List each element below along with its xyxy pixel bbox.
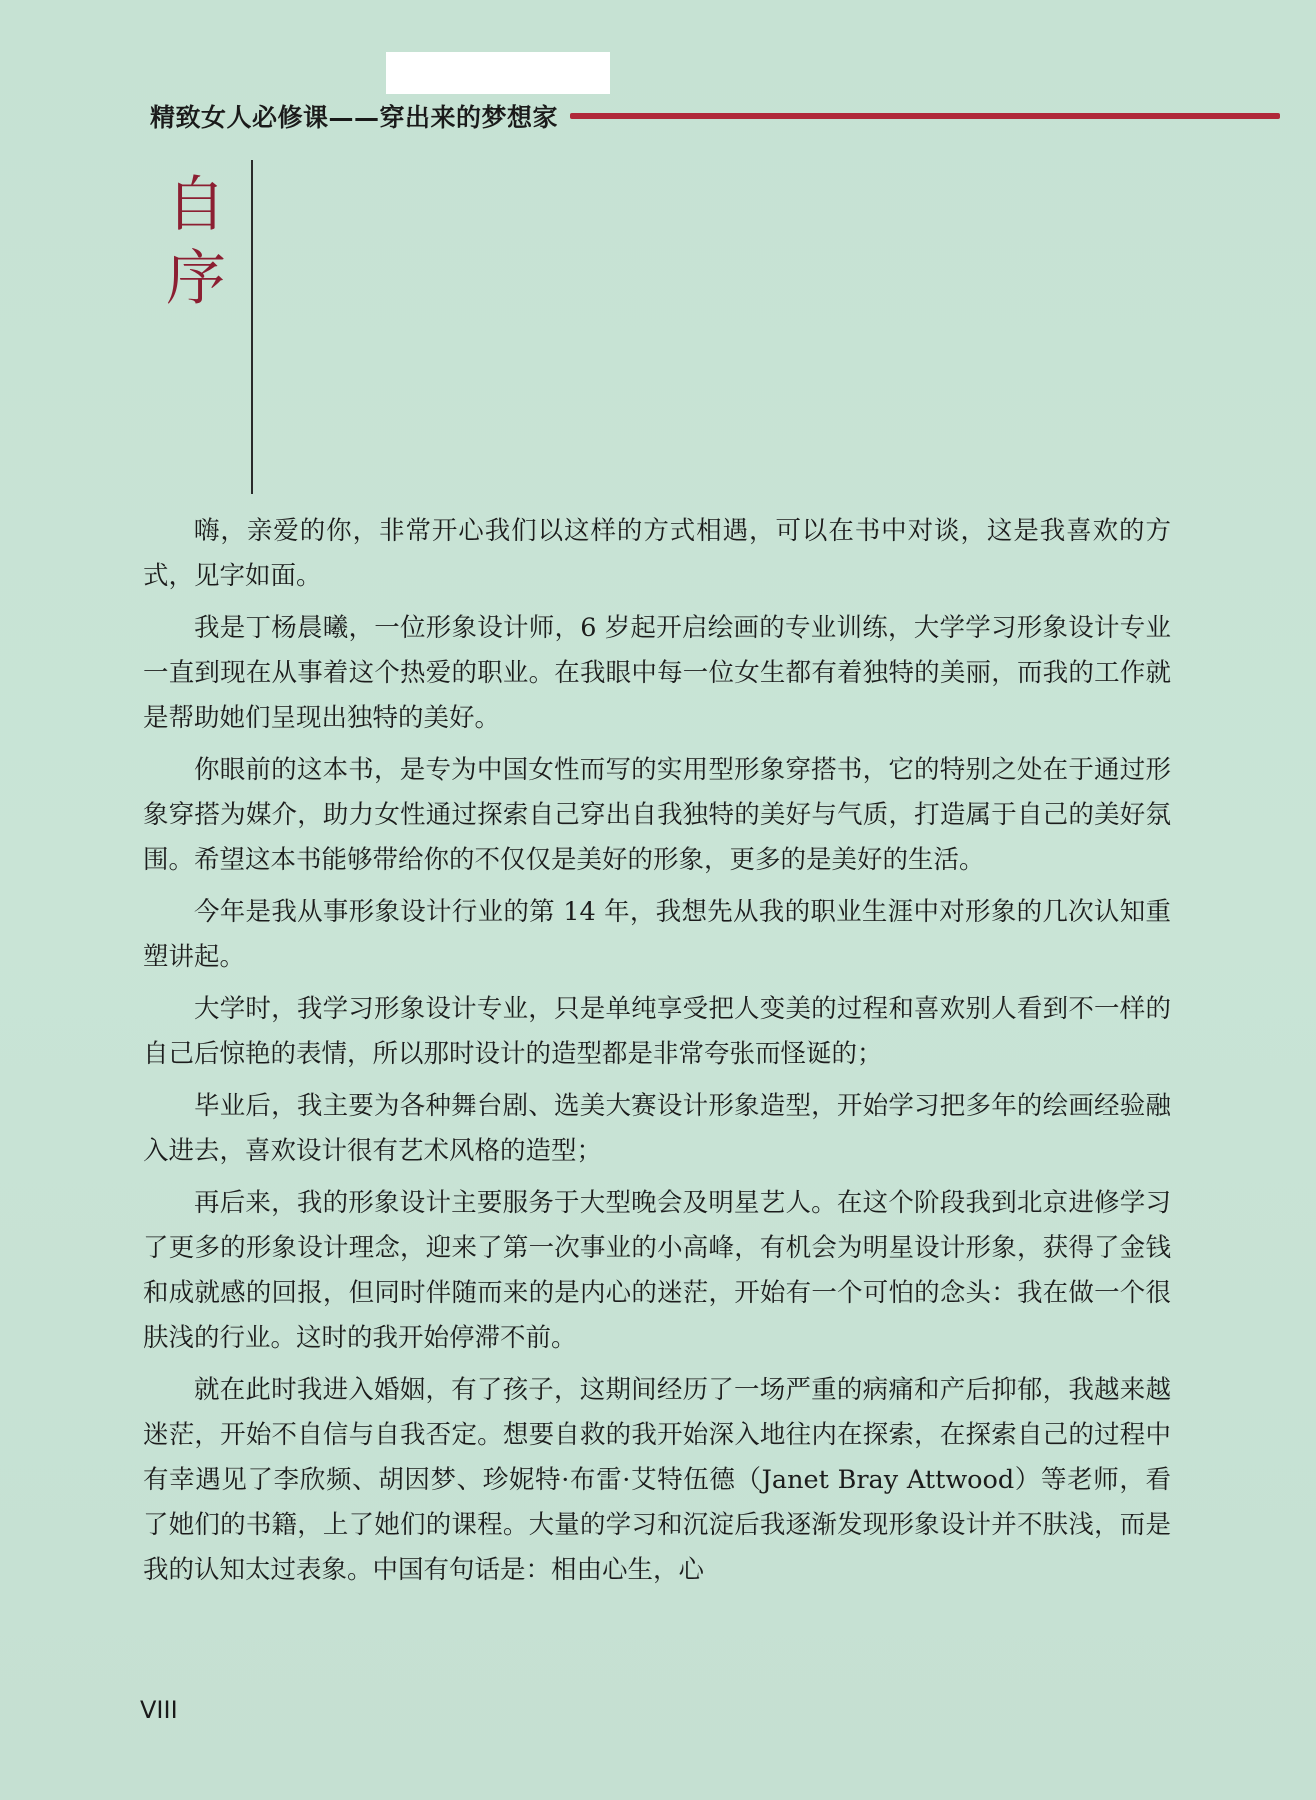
paragraph: 今年是我从事形象设计行业的第 14 年，我想先从我的职业生涯中对形象的几次认知重塑讲起。	[143, 897, 1171, 972]
chapter-title-char-2: 序	[166, 244, 226, 314]
body-text	[143, 509, 1171, 1600]
paragraph: 毕业后，我主要为各种舞台剧、选美大赛设计形象造型，开始学习把多年的绘画经验融入进去，喜欢设计很有艺术风格的造型；	[143, 1091, 1171, 1166]
paragraph: 大学时，我学习形象设计专业，只是单纯享受把人变美的过程和喜欢别人看到不一样的自己后惊艳的表情，所以那时设计的造型都是非常夸张而怪诞的；	[143, 994, 1171, 1069]
paragraph: 再后来，我的形象设计主要服务于大型晚会及明星艺人。在这个阶段我到北京进修学习了更多的形象设计理念，迎来了第一次事业的小高峰，有机会为明星设计形象，获得了金钱和成就感的回报，但同时伴随而来的是内心的迷茫，开始有一个可怕的念头：我在做一个很肤浅的行业。这时的我开始停滞不前。	[143, 1188, 1171, 1353]
paragraph: 你眼前的这本书，是专为中国女性而写的实用型形象穿搭书，它的特别之处在于通过形象穿搭为媒介，助力女性通过探索自己穿出自我独特的美好与气质，打造属于自己的美好氛围。希望这本书能够带给你的不仅仅是美好的形象，更多的是美好的生活。	[143, 755, 1171, 875]
white-label-patch	[386, 52, 610, 94]
vertical-rule	[251, 160, 253, 494]
chapter-title	[166, 168, 246, 316]
paragraph: 我是丁杨晨曦，一位形象设计师，6 岁起开启绘画的专业训练，大学学习形象设计专业一直到现在从事着这个热爱的职业。在我眼中每一位女生都有着独特的美丽，而我的工作就是帮助她们呈现出独特的美好。	[143, 613, 1171, 733]
running-header-title: 精致女人必修课——穿出来的梦想家	[150, 103, 559, 132]
running-header	[150, 96, 1280, 136]
chapter-title-char-1: 自	[166, 170, 226, 240]
paragraph: 就在此时我进入婚姻，有了孩子，这期间经历了一场严重的病痛和产后抑郁，我越来越迷茫，开始不自信与自我否定。想要自救的我开始深入地往内在探索，在探索自己的过程中有幸遇见了李欣频、胡因梦、珍妮特·布雷·艾特伍德（Janet Bray Attwood）等老师，看了她们的书籍，上了她们的课程。大量的学习和沉淀后我逐渐发现形象设计并不肤浅，而是我的认知太过表象。中国有句话是：相由心生，心	[143, 1375, 1171, 1585]
header-rule	[570, 113, 1280, 119]
page-number: VIII	[140, 1696, 178, 1724]
paragraph: 嗨，亲爱的你，非常开心我们以这样的方式相遇，可以在书中对谈，这是我喜欢的方式，见字如面。	[143, 516, 1171, 591]
